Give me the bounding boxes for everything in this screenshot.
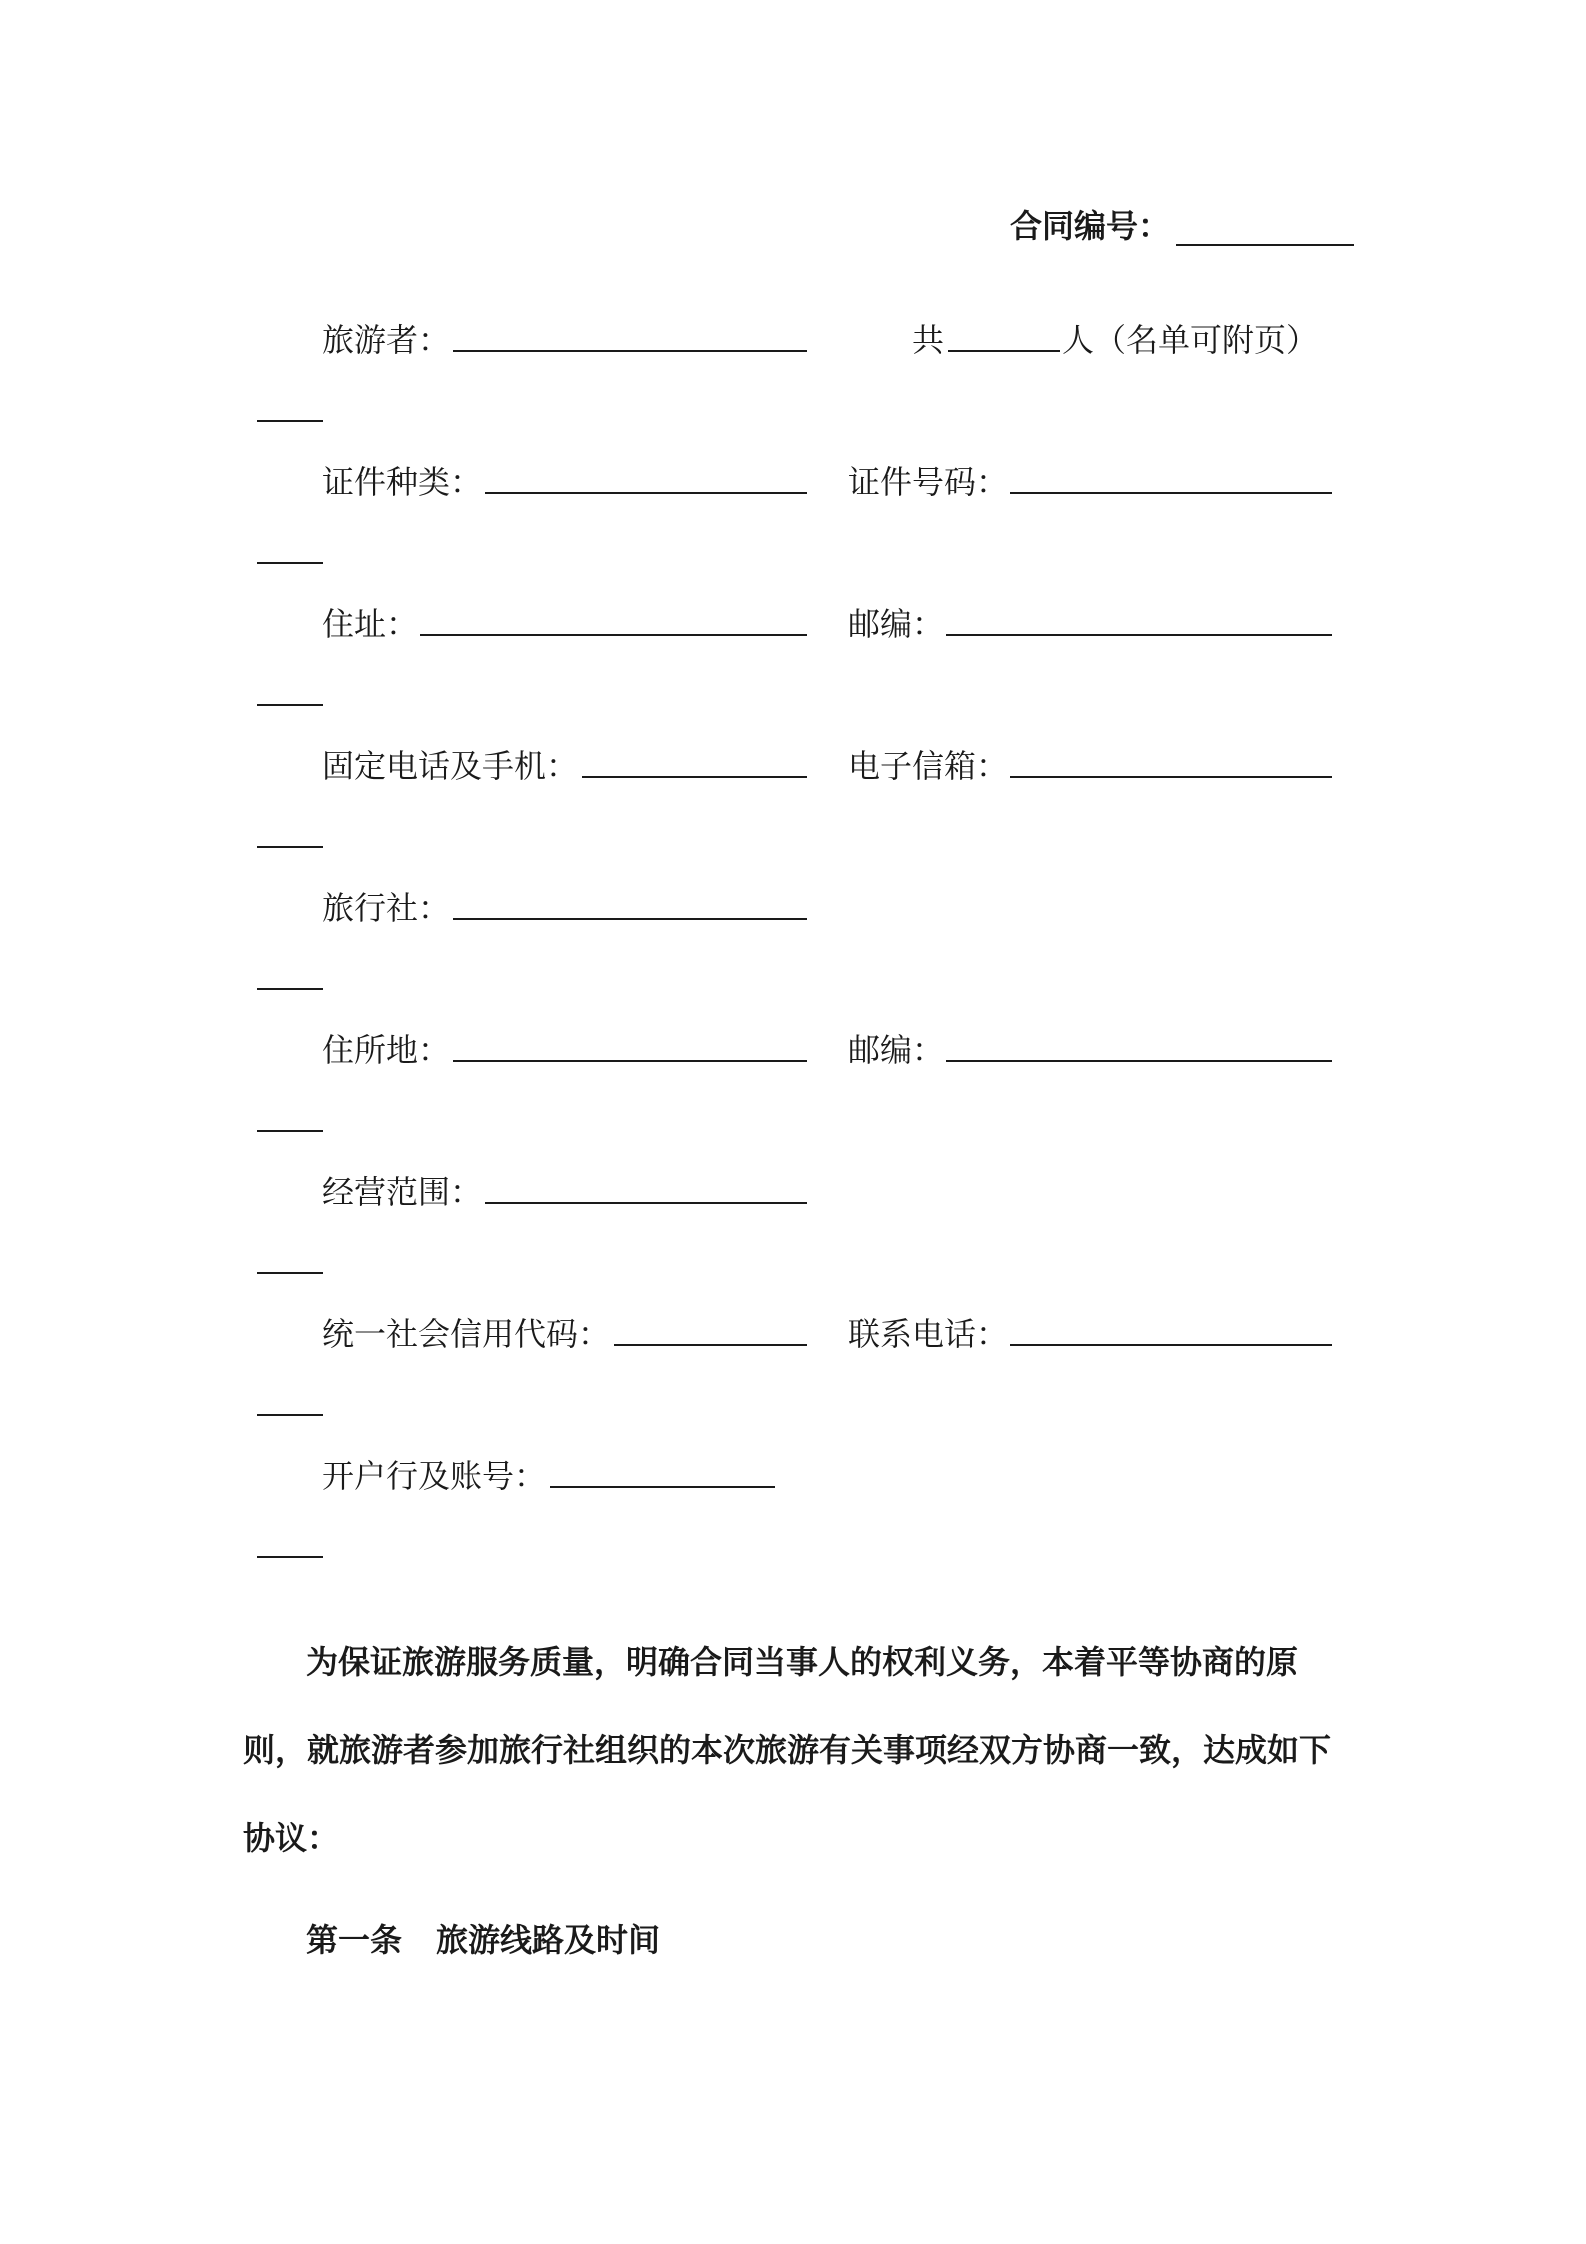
- contact-phone-label: 联系电话：: [848, 1315, 1009, 1353]
- agency-residence-blank[interactable]: [453, 1060, 807, 1062]
- continuation-line: [257, 1272, 323, 1274]
- credit-code-label: 统一社会信用代码：: [322, 1315, 611, 1353]
- traveler-count-prefix: 共: [912, 321, 945, 359]
- traveler-count-suffix: 人（名单可附页）: [1062, 321, 1319, 359]
- continuation-line: [257, 1556, 323, 1558]
- postcode-blank[interactable]: [946, 634, 1332, 636]
- agency-name-blank[interactable]: [453, 918, 807, 920]
- contract-number-blank[interactable]: [1176, 244, 1354, 246]
- phone-label: 固定电话及手机：: [322, 747, 579, 785]
- agency-name-label: 旅行社：: [322, 889, 451, 927]
- continuation-line: [257, 1414, 323, 1416]
- bank-account-label: 开户行及账号：: [322, 1457, 547, 1495]
- id-number-label: 证件号码：: [848, 463, 1009, 501]
- preamble-line-2: 则，就旅游者参加旅行社组织的本次旅游有关事项经双方协商一致，达成如下: [243, 1731, 1332, 1769]
- bank-account-blank[interactable]: [550, 1486, 775, 1488]
- traveler-count-blank[interactable]: [948, 350, 1060, 352]
- email-blank[interactable]: [1010, 776, 1332, 778]
- contract-number: [1010, 204, 1170, 248]
- phone-blank[interactable]: [582, 776, 807, 778]
- postcode-label: 邮编：: [848, 605, 945, 643]
- agency-postcode-label: 邮编：: [848, 1031, 945, 1069]
- continuation-line: [257, 846, 323, 848]
- traveler-name-label: 旅游者：: [322, 321, 451, 359]
- agency-postcode-blank[interactable]: [946, 1060, 1332, 1062]
- article-1-title: 旅游线路及时间: [436, 1921, 661, 1959]
- preamble-line-1: 为保证旅游服务质量，明确合同当事人的权利义务，本着平等协商的原: [306, 1643, 1299, 1681]
- traveler-name-blank[interactable]: [453, 350, 807, 352]
- article-1-heading: [306, 1918, 660, 1962]
- continuation-line: [257, 562, 323, 564]
- id-type-label: 证件种类：: [322, 463, 483, 501]
- id-number-blank[interactable]: [1010, 492, 1332, 494]
- id-type-blank[interactable]: [485, 492, 807, 494]
- address-label: 住址：: [322, 605, 419, 643]
- business-scope-label: 经营范围：: [322, 1173, 483, 1211]
- continuation-line: [257, 704, 323, 706]
- continuation-line: [257, 1130, 323, 1132]
- article-1-number: 第一条: [306, 1921, 403, 1959]
- agency-residence-label: 住所地：: [322, 1031, 451, 1069]
- email-label: 电子信箱：: [848, 747, 1009, 785]
- address-blank[interactable]: [420, 634, 807, 636]
- credit-code-blank[interactable]: [614, 1344, 807, 1346]
- contract-number-label: 合同编号：: [1010, 207, 1171, 245]
- continuation-line: [257, 420, 323, 422]
- preamble-line-3: 协议：: [243, 1819, 340, 1857]
- continuation-line: [257, 988, 323, 990]
- contact-phone-blank[interactable]: [1010, 1344, 1332, 1346]
- business-scope-blank[interactable]: [485, 1202, 807, 1204]
